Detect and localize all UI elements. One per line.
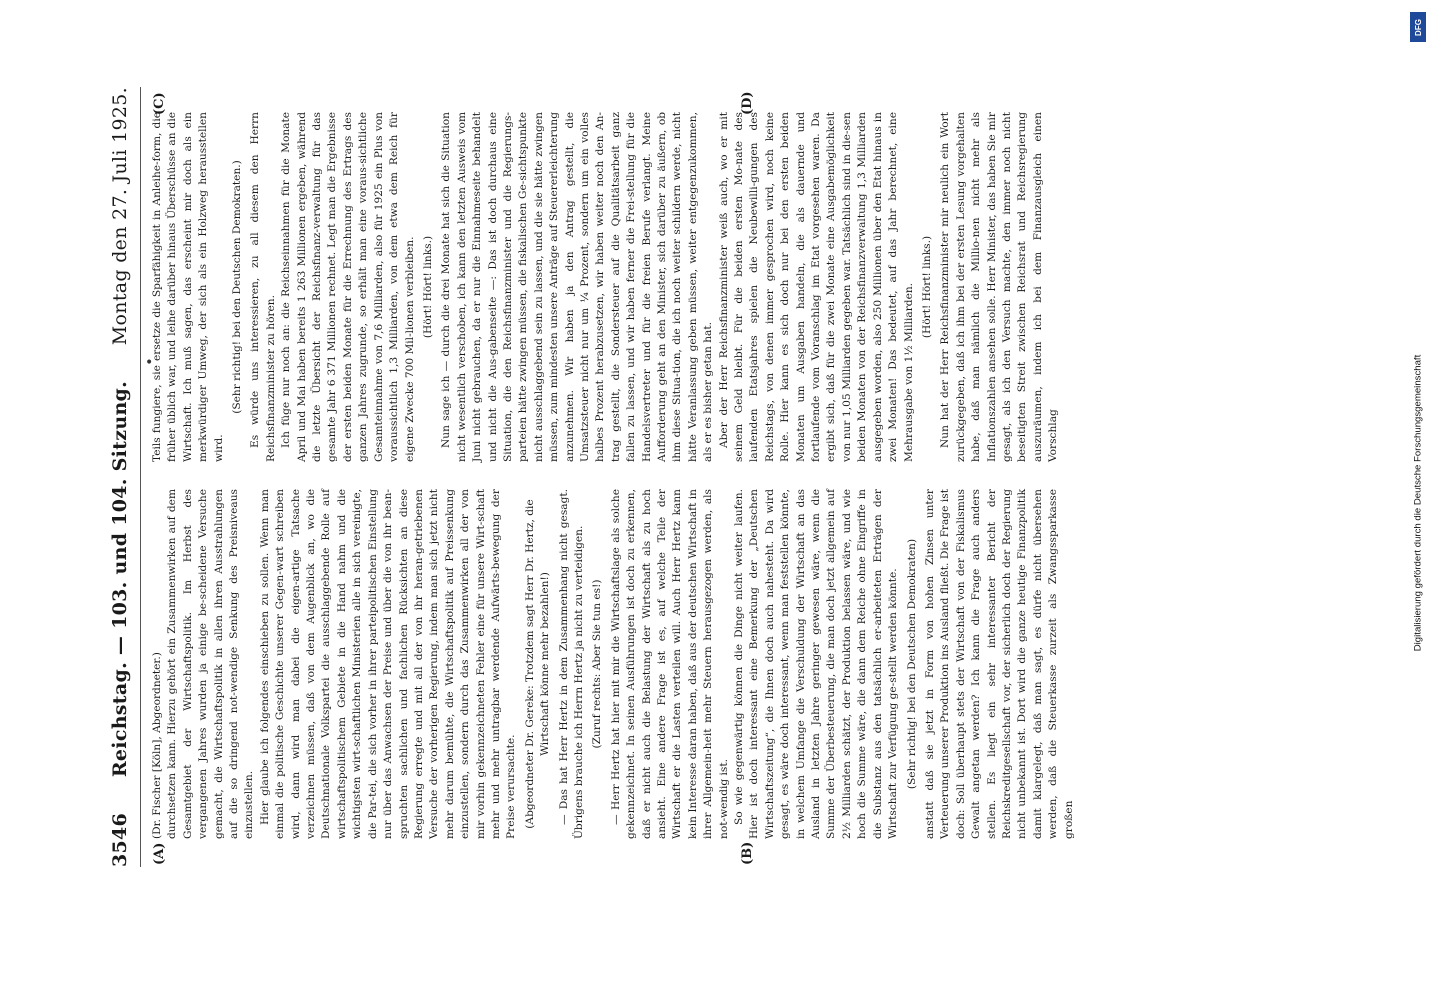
page-number: 3546 (109, 812, 131, 867)
left-column-paragraph: (Abgeordneter Dr. Gereke: Trotzdem sagt Herr Dr. Hertz, die Wirtschaft könne mehr bezahlen!) (523, 499, 552, 829)
right-column-paragraph: (Hört! Hört! links.) (920, 235, 933, 339)
margin-marker-b: (B) (740, 841, 755, 865)
session-title: Reichstag. — 103. und 104. Sitzung. (109, 380, 131, 778)
margin-marker-c: (C) (152, 92, 167, 115)
dfg-logo (1410, 12, 1426, 42)
right-column (150, 112, 1260, 462)
left-column (150, 489, 1260, 839)
right-column-paragraph: Ich füge nur noch an: die Reichseinnahmen für die Monate April und Mai haben bereits 1 263 Millionen ergeben, während die letzte Übersicht der Reichsfinanz-verwaltung für das gesamte Jahr 6 371 Millionen rechnet. Legt man die Ergebnisse der ersten beiden Monate für die Errechnung des Ertrags des ganzen Jahres zugrunde, so erhält man eine voraus-sichtliche Gesamteinnahme von 7,6 Milliarden, also für 1925 ein Plus von voraussichtlich 1,3 Milliarden, von dem etwa dem Reich für eigene Zwecke 700 Mil-lionen verbleiben. (280, 112, 416, 462)
page-header (100, 87, 141, 867)
dfg-logo-text: DFG (1413, 18, 1423, 36)
left-column-paragraph: So wie gegenwärtig können die Dinge nicht weiter laufen. Hier ist doch interessant eine Bemerkung der „Deutschen Wirtschaftszeitung“, die Ihnen doch auch nahesteht. Da wird gesagt, es wäre doch interessant, wenn man feststellen könnte, in welchem Umfange die Verschuldung der Wirtschaft an das Ausland in letzten Jahre geringer gewesen wäre, wenn die Summe der Überbesteuerung, die man doch jetzt allgemein auf 2½ Milliarden schätzt, der Produktion belassen wäre, und wie hoch die Summe wäre, die dann dem Reiche ohne Eingriffe in die Substanz aus den tatsächlich er-arbeiteten Erträgen der Wirtschaft zur Verfügung ge-stellt werden könnte. (733, 489, 900, 839)
left-column-paragraph: Hier glaube ich folgendes einschieben zu sollen. Wenn man einmal die politische Geschichte unserer Gegen-wart schreiben wird, dann wird man dabei die eigen-artige Tatsache verzeichnen müssen, daß von dem Augenblick an, wo die Deutschnationale Volkspartei die ausschlaggebende Rolle auf wirtschaftspolitischem Gebiete in die Hand nahm und die wichtigsten wirt-schaftlichen Ministerien alle in sich vereinigte, die Par-tei, die sich vorher in ihrer parteipolitischen Einstellung nur über das Anwachsen der Preise und über die von ihr bean-spruchten sachlichen und fachlichen Rücksichten an diese Regierung erregte und mit all der von ihr heran-getriebenen Versuche der vorherigen Regierung, indem man sich jetzt nicht mehr darum bemühte, die Wirtschaftspolitik auf Preissenkung einzustellen, sondern durch das Zusammenwirken all der von mir vorhin gekennzeichneten Fehler eine für unsere Wirt-schaft mehr und mehr untragbar werdende Aufwärts-bewegung der Preise verursachte. (258, 489, 518, 839)
session-date: Montag den 27. Juli 1925. (109, 87, 131, 346)
margin-marker-a: (A) (152, 842, 167, 865)
right-column-paragraph: Es würde uns interessieren, zu all diesem den Herrn Reichsfinanzminister zu hören. (249, 112, 277, 462)
newspaper-page (100, 87, 1260, 867)
scan-speck: • (145, 355, 154, 371)
left-column-paragraph: anstatt daß sie jetzt in Form von hohen Zinsen unter Verteuerung unserer Produktion ins Ausland fließt. Die Frage ist doch: Soll überhaupt stets der Wirtschaft von der Fiskalismus Gewalt angetan werden? Ich kann die Frage auch anders stellen. Es liegt ein sehr interessanter Bericht der Reichskreditgesellschaft vor, der sicherlich doch der Regierung nicht unbekannt ist. Dort wird die ganze heutige Finanzpolitik damit klargelegt, daß man sagt, es dürfe nicht übersehen werden, daß die Steuerkasse zurzeit als Zwangssparkasse großen (923, 489, 1075, 839)
right-column-paragraph: Nun sage ich — durch die drei Monate hat sich die Situation nicht wesentlich verschoben, ich kann den letzten Ausweis vom Juni nicht gebrauchen, da er nur die Einnahmeseite behandelt und nicht die Aus-gabenseite —: Das ist doch durchaus eine Situation, die den Reichsfinanzminister und die Regierungs-parteien hätte zwingen müssen, die fiskalischen Ge-sichtspunkte nicht ausschlaggebend sein zu lassen, und die sie hätte zwingen müssen, zum mindesten unsere Anträge auf Steuererleichterung anzunehmen. Wir haben ja den Antrag gestellt, die Umsatzsteuer nicht nur um ¼ Prozent, sondern um ein volles halbes Prozent herabzusetzen, wir haben weiter noch den An-trag gestellt, die Sondersteuer auf die Qualitätsarbeit ganz fallen zu lassen, und wir haben ferner die Frei-stellung für die Handelsvertreter und für die freien Berufe verlangt. Meine Aufforderung geht an den Minister, sich darüber zu äußern, ob ihm diese Situa-tion, die ich noch weiter schildern werde, nicht hätte Veranlassung geben müssen, weiter entgegenzukommen, als er es bisher getan hat. (440, 112, 715, 462)
left-column-paragraph: (Dr. Fischer [Köln], Abgeordneter.) (151, 652, 163, 839)
right-column-paragraph: Teils fungiere, sie ersetze die Sparfähigkeit in Anleihe-form, die früher üblich war, und leihe darüber hinaus Überschüsse an die Wirtschaft. Ich muß sagen, das erscheint mir doch als ein merkwürdiger Umweg, der sich als ein Holzweg herausstellen wird. (151, 112, 225, 462)
left-column-paragraph: (Zuruf rechts: Aber Sie tun es!) (591, 579, 604, 749)
digitization-text: Digitalisierung gefördert durch die Deutsche Forschungsgemeinschaft (1412, 354, 1424, 652)
left-column-paragraph: — Das hat Herr Hertz in dem Zusammenhang nicht gesagt. Übrigens brauche ich Herrn Hertz ja nicht zu verteidigen. (557, 489, 585, 839)
right-column-paragraph: (Hört! Hört! links.) (421, 235, 434, 339)
left-column-paragraph: durchsetzen kann. Hierzu gehört ein Zusammenwirken auf dem Gesamtgebiet der Wirtschaftspolitik. Im Herbst des vergangenen Jahres wurden ja einige be-scheidene Versuche gemacht, die Wirtschaftspolitik in allen ihren Ausstrahlungen auf die so dringend not-wendige Senkung des Preisniveaus einzustellen. (166, 489, 256, 839)
right-column-paragraph: (Sehr richtig! bei den Deutschen Demokraten.) (231, 160, 244, 414)
digitization-credit (1408, 8, 1428, 998)
left-column-paragraph: (Sehr richtig! bei den Deutschen Demokraten) (905, 538, 918, 790)
margin-marker-d: (D) (740, 91, 755, 115)
right-column-paragraph: Nun hat der Herr Reichsfinanzminister mir neulich ein Wort zurückgegeben, daß ich ihm bei der ersten Lesung vorgehalten habe, daß man nämlich die Millio-nen nicht mehr als Inflationszahlen ansehen solle. Herr Minister, das haben Sie mir gesagt, als ich den Versuch machte, den immer noch nicht beseitigten Streit zwischen Reichsrat und Reichsregierung auszuräumen, indem ich bei dem Finanzausgleich einen Vorschlag (939, 112, 1060, 462)
left-column-paragraph: — Herr Hertz hat hier mit mir die Wirtschaftslage als solche gekennzeichnet. In seinen Ausführungen ist doch zu erkennen, daß er nicht auch die Belastung der Wirtschaft als zu hoch ansieht. Eine andere Frage ist es, auf welche Teile der Wirtschaft er die Lasten verteilen will. Auch Herr Hertz kann kein Interesse daran haben, daß aus der deutschen Wirtschaft in ihrer Allgemein-heit mehr Steuern herausgezogen werden, als not-wendig ist. (609, 489, 730, 839)
right-column-paragraph: Aber der Herr Reichsfinanzminister weiß auch, wo er mit seinem Geld bleibt. Für die beiden ersten Mo-nate des laufenden Etatsjahres spielen die Neubewilli-gungen des Reichstags, von denen immer gesprochen wird, noch keine Rolle. Hier kann es sich doch nur bei den ersten beiden Monaten um Ausgaben handeln, die als dauernde und fortlaufende vom Voranschlag im Etat vorgesehen waren. Da ergibt sich, daß für die zwei Monate eine Ausgabemöglichkeit von nur 1,05 Milliarden gegeben war. Tatsächlich sind in die-sen beiden Monaten von der Reichsfinanzverwaltung 1,3 Milliarden ausgegeben worden, also 250 Millionen über den Etat hinaus in zwei Monaten! Das bedeutet, auf das Jahr berechnet, eine Mehrausgabe von 1½ Milliarden. (717, 112, 915, 462)
